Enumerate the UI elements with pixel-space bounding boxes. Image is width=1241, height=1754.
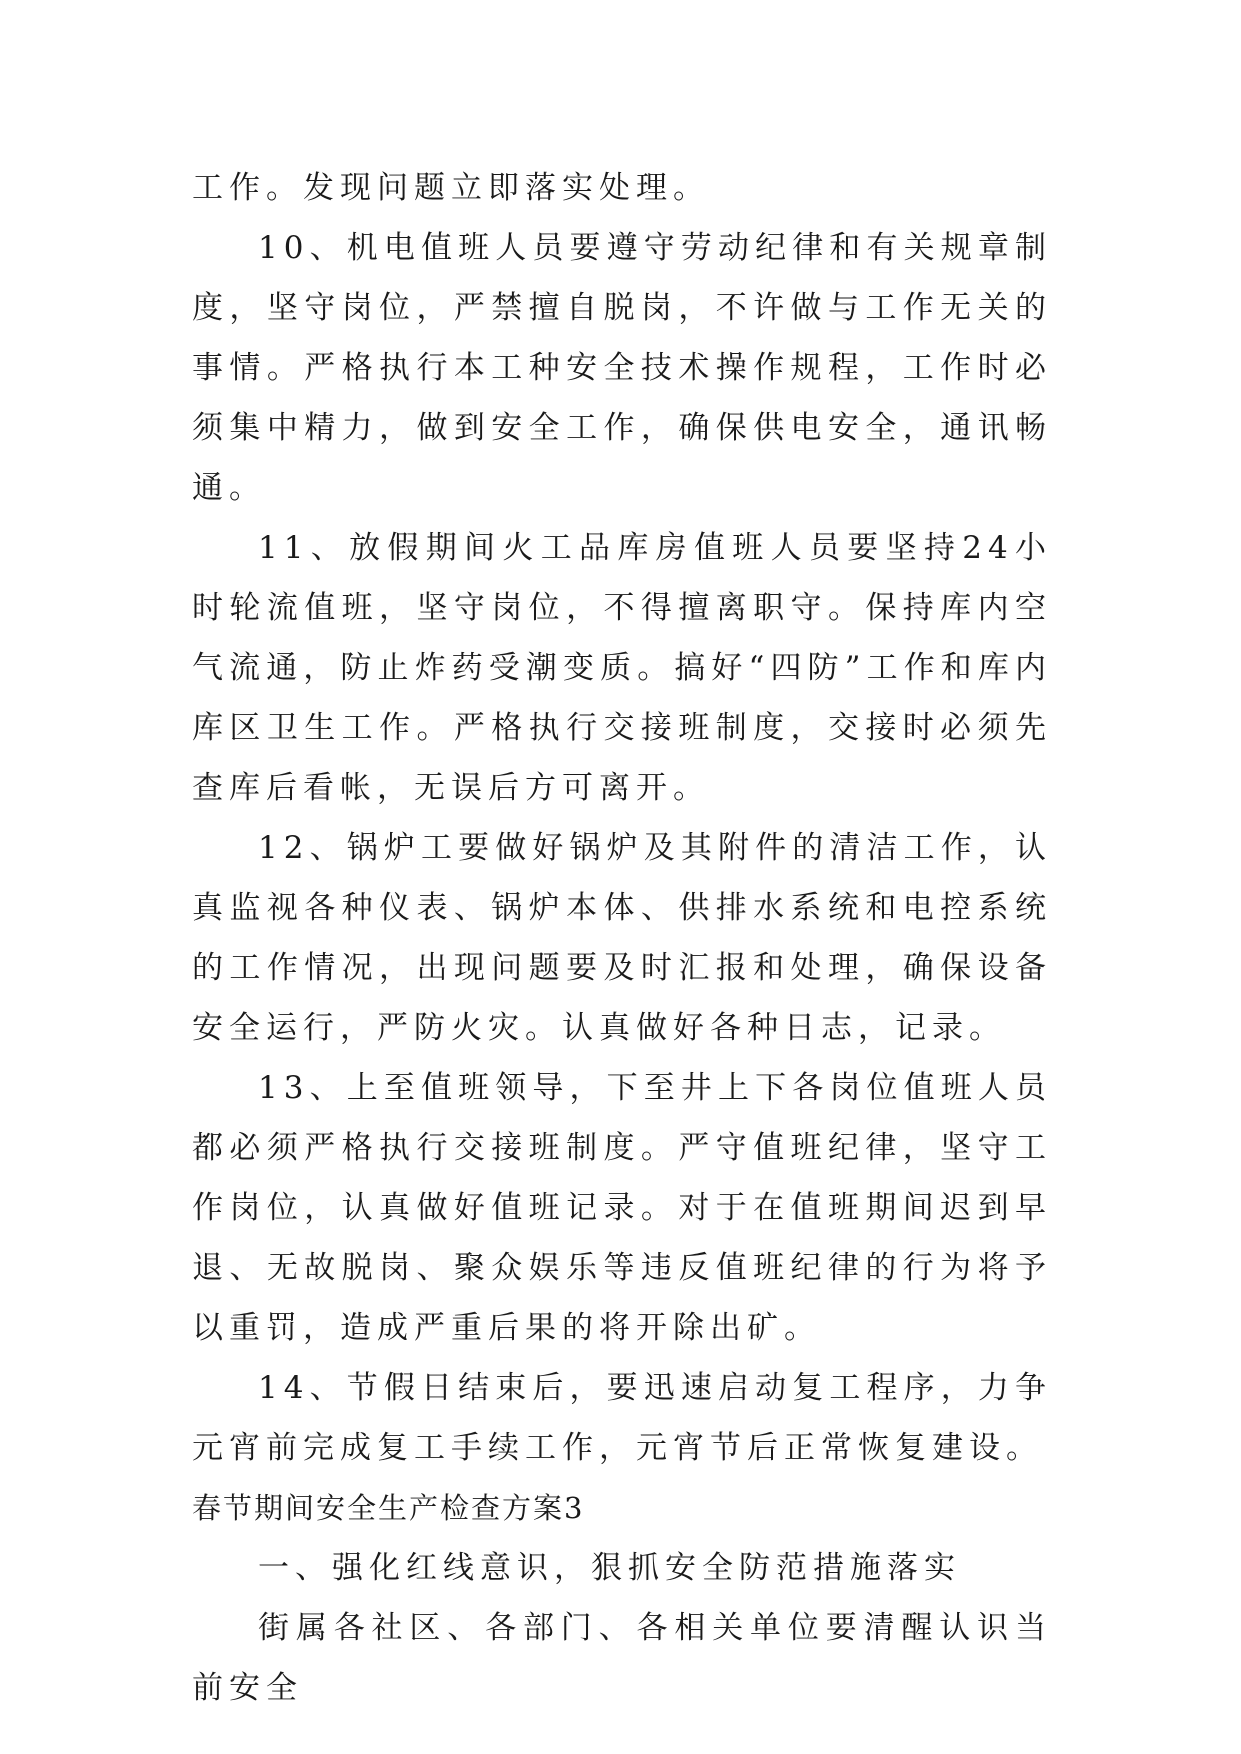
paragraph-intro: 街属各社区、各部门、各相关单位要清醒认识当前安全 [192,1610,1052,1706]
subheading: 一、强化红线意识，狠抓安全防范措施落实 [258,1550,961,1586]
document-body [192,158,1052,1718]
section-title: 春节期间安全生产检查方案3 [192,1491,585,1525]
paragraph-continuation: 工作。发现问题立即落实处理。 [192,170,710,206]
paragraph-item-13: 13、上至值班领导，下至井上下各岗位值班人员都必须严格执行交接班制度。严守值班纪律，坚守工作岗位，认真做好值班记录。对于在值班期间迟到早退、无故脱岗、聚众娱乐等违反值班纪律的行为将予以重罚，造成严重后果的将开除出矿。 [192,1070,1052,1346]
paragraph-item-12: 12、锅炉工要做好锅炉及其附件的清洁工作，认真监视各种仪表、锅炉本体、供排水系统和电控系统的工作情况，出现问题要及时汇报和处理，确保设备安全运行，严防火灾。认真做好各种日志，记录。 [192,830,1052,1046]
paragraph-item-10: 10、机电值班人员要遵守劳动纪律和有关规章制度，坚守岗位，严禁擅自脱岗，不许做与工作无关的事情。严格执行本工种安全技术操作规程，工作时必须集中精力，做到安全工作，确保供电安全，通讯畅通。 [192,230,1052,506]
paragraph-item-11: 11、放假期间火工品库房值班人员要坚持24小时轮流值班，坚守岗位，不得擅离职守。保持库内空气流通，防止炸药受潮变质。搞好“四防”工作和库内库区卫生工作。严格执行交接班制度，交接时必须先查库后看帐，无误后方可离开。 [192,530,1052,806]
paragraph-item-14: 14、节假日结束后，要迅速启动复工程序，力争元宵前完成复工手续工作，元宵节后正常恢复建设。 [192,1370,1052,1466]
